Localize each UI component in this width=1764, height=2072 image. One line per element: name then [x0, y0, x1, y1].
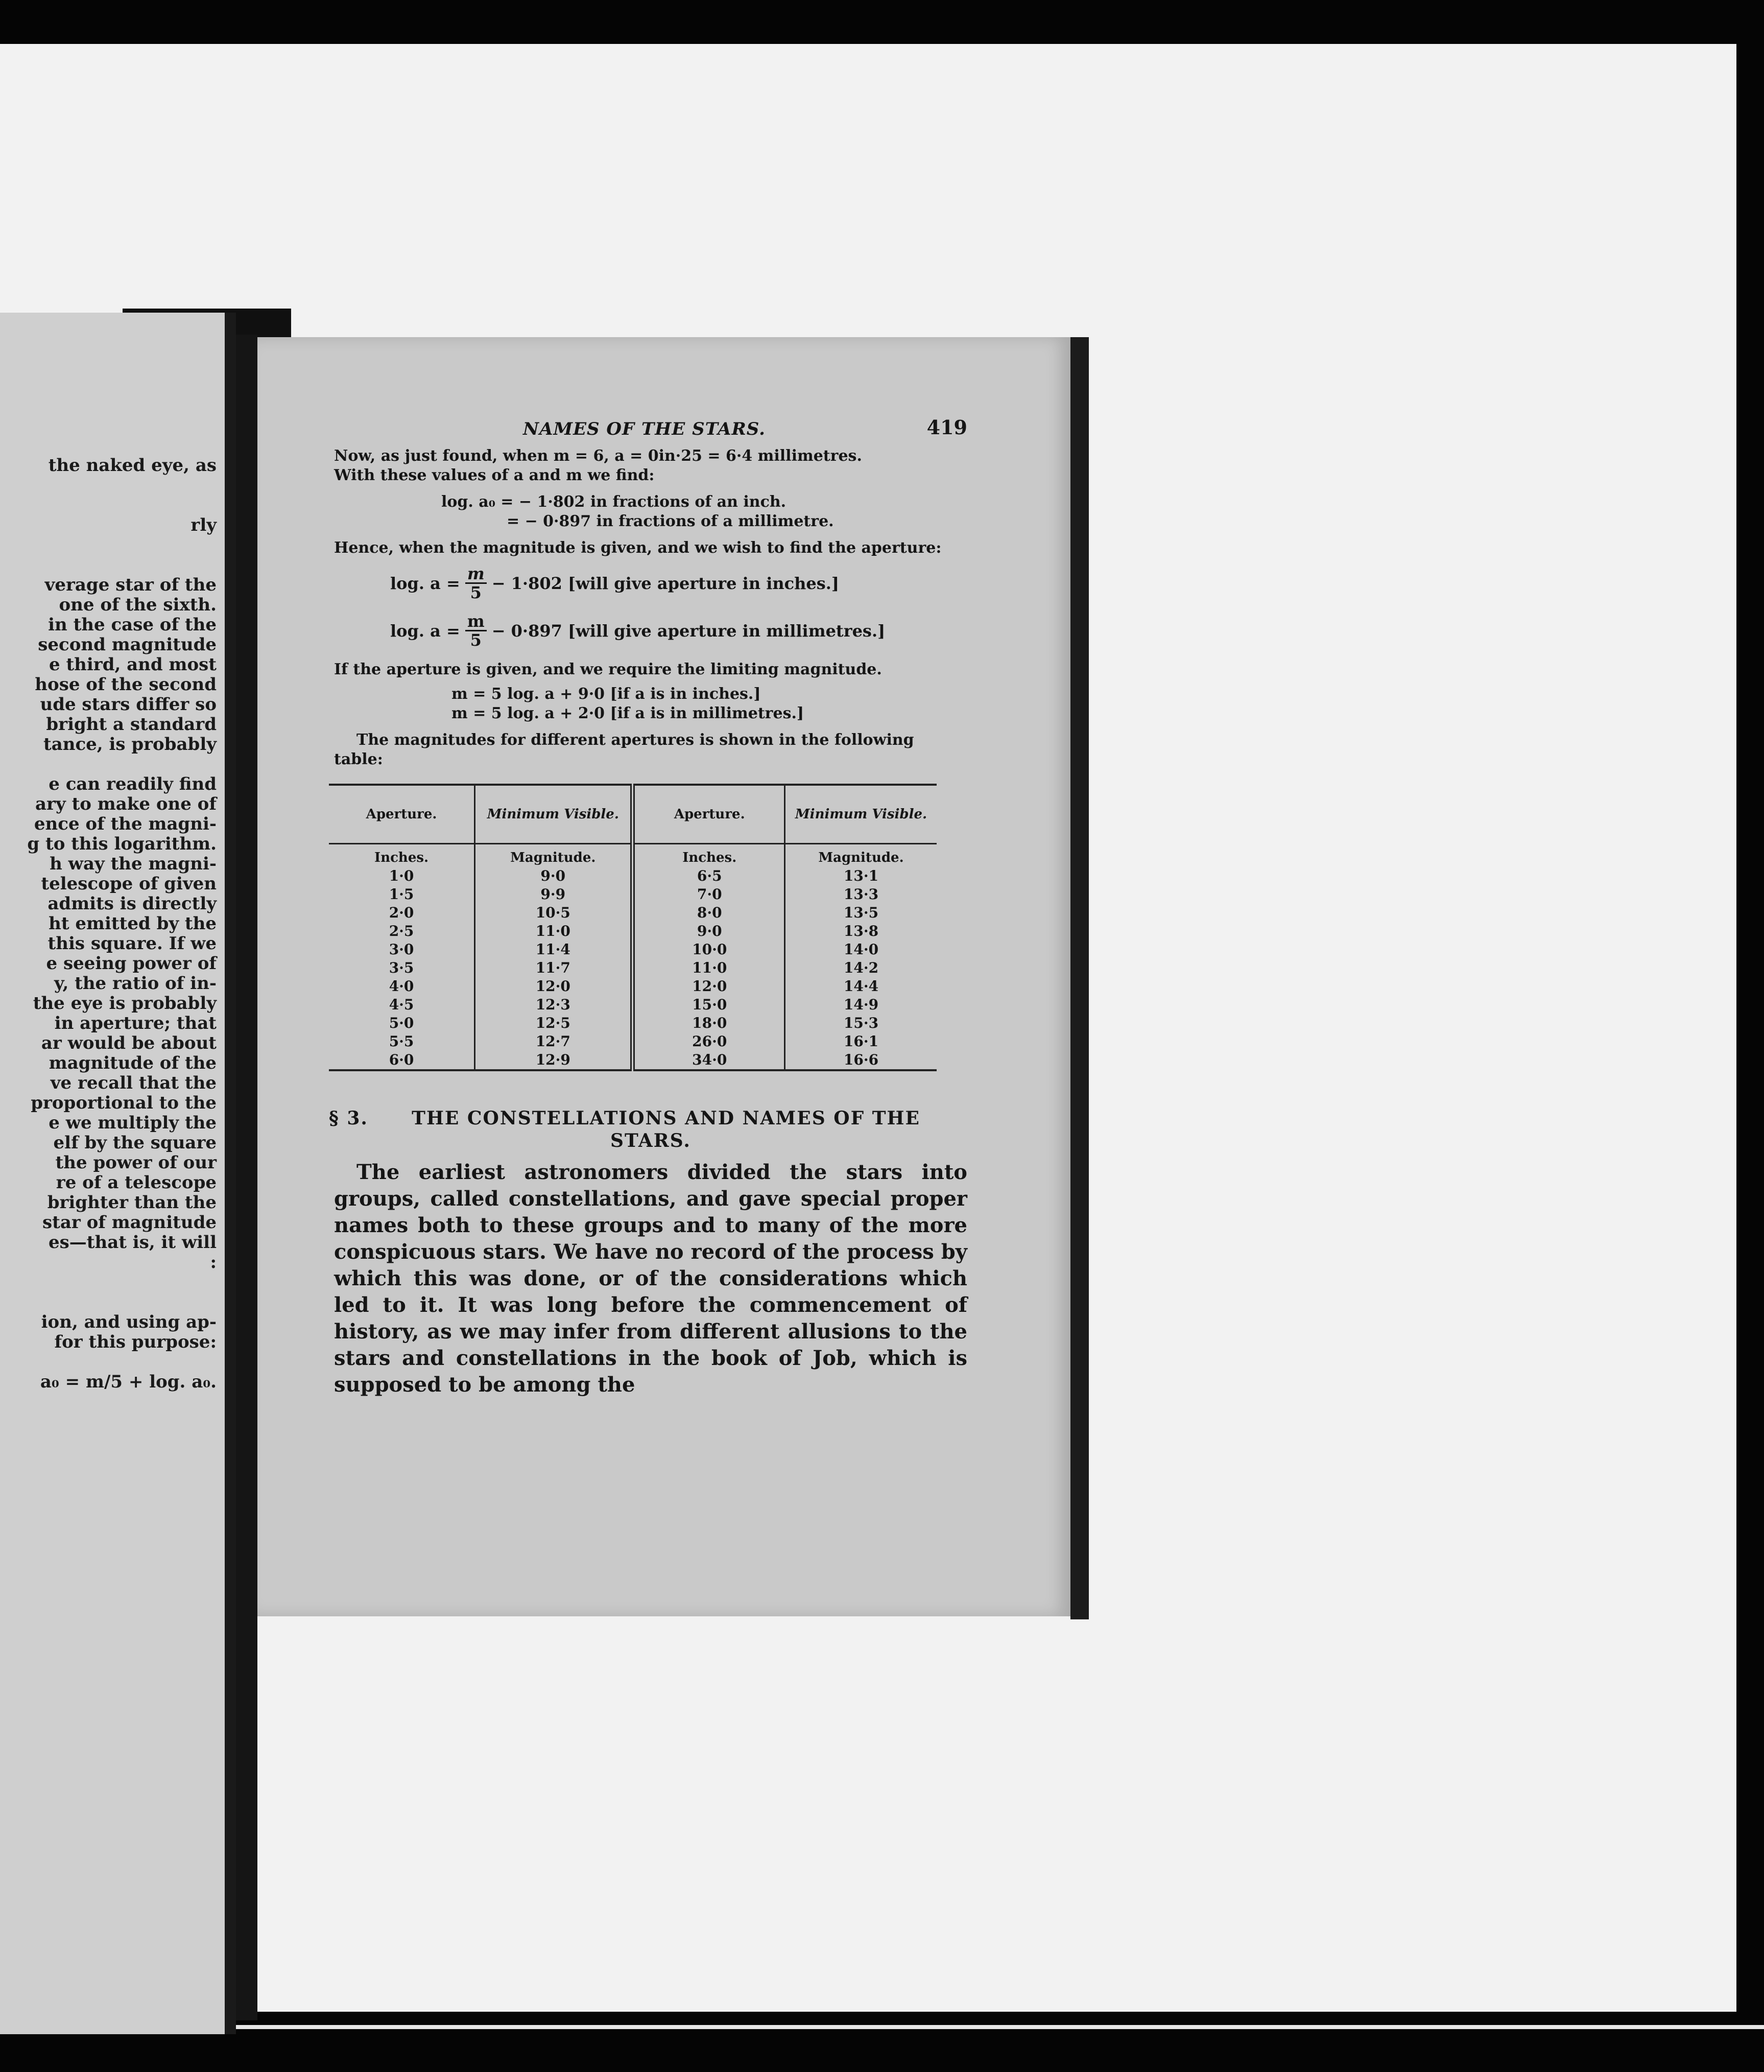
table-header-row [329, 785, 937, 844]
left-page-line [0, 1292, 217, 1312]
log-value-inch: log. a₀ = − 1·802 in fractions of an inch. [441, 493, 786, 511]
table-row [329, 885, 937, 904]
table-cell: 13·3 [784, 885, 937, 904]
left-page-line: admits is directly [47, 893, 217, 914]
table-cell: 18·0 [633, 1014, 785, 1032]
table-cell: 8·0 [633, 904, 785, 922]
table-row [329, 996, 937, 1014]
table-cell: 13·5 [784, 904, 937, 922]
formula-millimetres-fraction [465, 613, 487, 649]
table-cell: 14·9 [784, 996, 937, 1014]
table-cell: 11·7 [475, 959, 633, 977]
intro-line-1: Now, as just found, when m = 6, a = 0in·25 = 6·4 millimetres. [334, 447, 862, 465]
section-number: § 3. [329, 1108, 368, 1129]
table-row [329, 959, 937, 977]
formula-inches-numerator: m [465, 565, 487, 584]
table-cell: 4·5 [389, 996, 414, 1013]
table-cell: 13·8 [784, 922, 937, 940]
left-page-line [0, 555, 217, 575]
table-row [329, 940, 937, 959]
formula-inches-lhs: log. a = [390, 573, 460, 593]
intro-text [334, 446, 967, 485]
left-page-line: the eye is probably [33, 993, 217, 1014]
left-page-line [0, 476, 217, 496]
left-page-line: ion, and using ap- [41, 1312, 217, 1332]
table-cell: 34·0 [633, 1051, 785, 1070]
log-values [441, 492, 967, 531]
running-head [334, 416, 967, 444]
left-page-line: ude stars differ so [40, 694, 217, 715]
table-cell: 3·0 [389, 941, 414, 958]
left-page-line: : [210, 1252, 217, 1273]
table-cell: 16·1 [784, 1032, 937, 1051]
table-unit: Inches. [633, 844, 785, 867]
table-cell: 14·4 [784, 977, 937, 996]
left-page-line: telescope of given [41, 874, 217, 894]
section-heading [329, 1107, 967, 1152]
left-page-line: bright a standard [46, 714, 217, 735]
section-paragraph: The earliest astronomers divided the stars into groups, called constellations, and gave special proper names both to these groups and to many of the more conspicuous stars. We have no record of the process by which this was done, or of the considerations which led to it. It was long before the commencement of history, as we may infer from different allusions to the stars and constellations in the book of Job, which is supposed to be among the [334, 1160, 967, 1397]
formula-inches [390, 565, 967, 601]
left-page-line: es—that is, it will [49, 1232, 217, 1253]
left-page-line: re of a telescope [56, 1172, 217, 1193]
formula-millimetres [390, 613, 967, 649]
table-cell: 2·0 [389, 904, 414, 921]
running-head-title: NAMES OF THE STARS. [523, 419, 766, 439]
table-row [329, 867, 937, 885]
table-row [329, 904, 937, 922]
book-spine [236, 335, 257, 2020]
table-cell: 12·5 [475, 1014, 633, 1032]
table-unit: Magnitude. [784, 844, 937, 867]
table-cell: 15·0 [633, 996, 785, 1014]
log-value-millimetre: = − 0·897 in fractions of a millimetre. [507, 512, 834, 530]
left-page-line: ar would be about [41, 1033, 217, 1053]
left-page-line: ence of the magni- [34, 814, 217, 834]
table-cell: 12·7 [475, 1032, 633, 1051]
table-cell: 1·5 [389, 886, 414, 903]
left-page-line: a₀ = m/5 + log. a₀. [40, 1372, 217, 1392]
table-cell: 14·2 [784, 959, 937, 977]
left-page-line [0, 1352, 217, 1372]
left-page-line: ve recall that the [50, 1073, 217, 1093]
table-unit: Inches. [374, 850, 429, 865]
left-page-gutter-shadow [225, 313, 236, 2034]
table-header-aperture-2: Aperture. [633, 785, 785, 844]
table-cell: 7·0 [633, 885, 785, 904]
table-cell: 12·9 [475, 1051, 633, 1070]
formula-millimetres-lhs: log. a = [390, 621, 460, 641]
table-cell: 9·9 [475, 885, 633, 904]
left-page-line: h way the magni- [50, 854, 217, 874]
magnitude-formulas [451, 685, 967, 723]
table-intro: The magnitudes for different apertures is shown in the following table: [334, 731, 914, 768]
table-cell: 1·0 [389, 867, 414, 884]
hence-text: Hence, when the magnitude is given, and we wish to find the aperture: [334, 539, 942, 557]
left-page-line [0, 535, 217, 555]
table-header-aperture-1: Aperture. [329, 785, 475, 844]
table-cell: 11·0 [633, 959, 785, 977]
table-cell: 6·5 [633, 867, 785, 885]
right-page [257, 337, 1070, 1616]
table-cell: 3·5 [389, 959, 414, 976]
left-page-line [0, 1273, 217, 1292]
left-page-line: e seeing power of [46, 953, 217, 974]
left-page-line: proportional to the [31, 1093, 217, 1113]
left-page-line: the naked eye, as [48, 455, 217, 476]
table-cell: 9·0 [475, 867, 633, 885]
left-page-line: hose of the second [35, 674, 217, 695]
table-cell: 12·3 [475, 996, 633, 1014]
left-page-text [0, 456, 217, 1392]
left-page [0, 313, 236, 2034]
left-page-line: tance, is probably [43, 734, 217, 755]
left-page-line: ary to make one of [35, 794, 217, 814]
table-cell: 12·0 [475, 977, 633, 996]
left-page-line: for this purpose: [54, 1332, 217, 1352]
table-cell: 5·5 [389, 1033, 414, 1050]
left-page-line: e we multiply the [49, 1113, 217, 1133]
table-cell: 13·1 [784, 867, 937, 885]
left-page-line: one of the sixth. [59, 595, 217, 615]
left-page-line [0, 496, 217, 515]
left-page-line: in the case of the [48, 615, 217, 635]
table-row [329, 1032, 937, 1051]
left-page-line: verage star of the [44, 575, 217, 595]
formula-millimetres-numerator: m [465, 613, 487, 631]
table-units-row [329, 844, 937, 867]
left-page-line: magnitude of the [49, 1053, 217, 1073]
table-cell: 10·0 [633, 940, 785, 959]
left-page-line: ht emitted by the [49, 913, 217, 934]
table-cell: 14·0 [784, 940, 937, 959]
left-page-line: second magnitude [38, 634, 217, 655]
scan-border-right [1736, 0, 1764, 2072]
table-row [329, 1014, 937, 1032]
section-title-line-1: THE CONSTELLATIONS AND NAMES OF THE [412, 1108, 920, 1129]
formula-inches-fraction [465, 565, 487, 601]
table-cell: 16·6 [784, 1051, 937, 1070]
table-cell: 26·0 [633, 1032, 785, 1051]
table-cell: 10·5 [475, 904, 633, 922]
page-edge-shadow [1070, 337, 1089, 1619]
table-header-minimum-visible-2: Minimum Visible. [784, 785, 937, 844]
formula-inches-denominator: 5 [470, 583, 482, 602]
magnitude-formula-millimetres: m = 5 log. a + 2·0 [if a is in millimetres.] [451, 704, 804, 722]
formula-millimetres-denominator: 5 [470, 630, 482, 650]
section-title-line-2: STARS. [610, 1130, 691, 1151]
formula-millimetres-rhs: − 0·897 [will give aperture in millimetres.] [491, 621, 886, 641]
if-text: If the aperture is given, and we require the limiting magnitude. [334, 661, 882, 678]
left-page-line: g to this logarithm. [27, 834, 217, 854]
left-page-line: e can readily find [49, 774, 217, 794]
formula-inches-rhs: − 1·802 [will give aperture in inches.] [491, 573, 840, 593]
table-cell: 11·0 [475, 922, 633, 940]
table-cell: 9·0 [633, 922, 785, 940]
left-page-line [0, 755, 217, 774]
magnitude-table [329, 784, 937, 1071]
page-content [329, 416, 967, 1398]
table-cell: 11·4 [475, 940, 633, 959]
table-row [329, 922, 937, 940]
scan-border-top [0, 0, 1764, 44]
left-page-line: the power of our [55, 1152, 217, 1173]
left-page-line: y, the ratio of in- [54, 973, 217, 994]
intro-line-2: With these values of a and m we find: [334, 466, 655, 484]
scan-border-bottom [0, 2012, 1764, 2072]
table-unit: Magnitude. [475, 844, 633, 867]
table-row [329, 1051, 937, 1070]
table-cell: 12·0 [633, 977, 785, 996]
left-page-line: star of magnitude [42, 1212, 217, 1233]
left-page-line: this square. If we [47, 933, 217, 954]
table-cell: 5·0 [389, 1015, 414, 1031]
left-page-line: brighter than the [47, 1192, 217, 1213]
left-page-line: rly [190, 515, 217, 535]
table-cell: 15·3 [784, 1014, 937, 1032]
table-cell: 4·0 [389, 978, 414, 995]
left-page-line: e third, and most [49, 654, 217, 675]
table-cell: 6·0 [389, 1051, 414, 1068]
table-header-minimum-visible-1: Minimum Visible. [475, 785, 633, 844]
table-row [329, 977, 937, 996]
table-cell: 2·5 [389, 923, 414, 939]
left-page-line: elf by the square [53, 1133, 217, 1153]
magnitude-formula-inches: m = 5 log. a + 9·0 [if a is in inches.] [451, 685, 761, 703]
left-page-line: in aperture; that [54, 1013, 217, 1033]
page-number: 419 [926, 416, 967, 439]
